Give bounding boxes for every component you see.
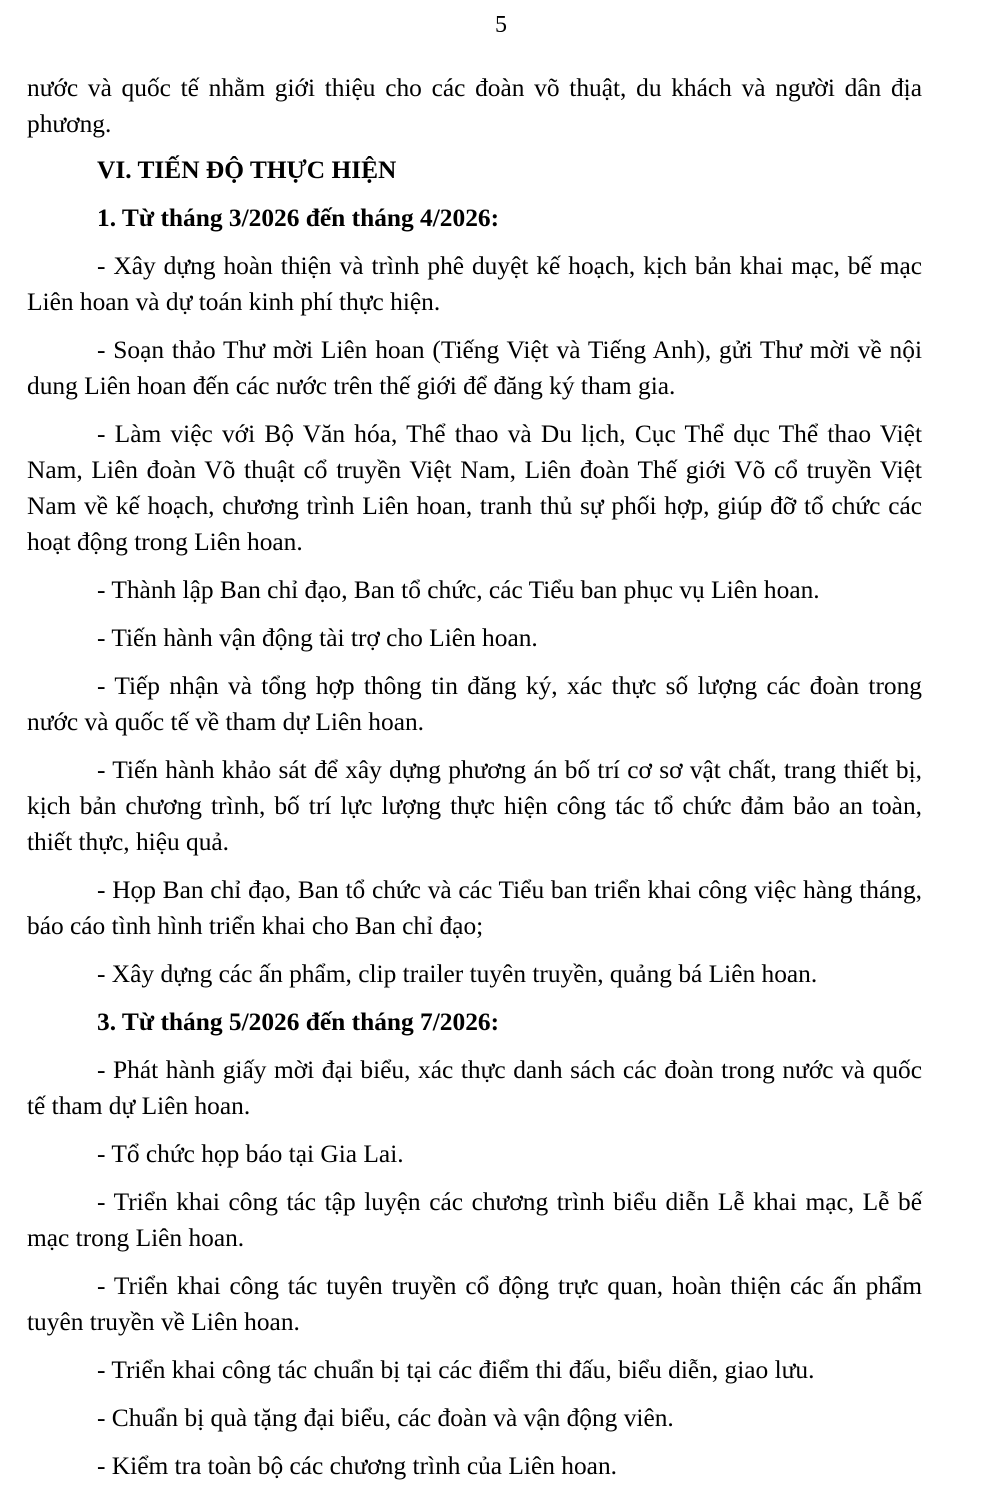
phase3-item-7: - Kiểm tra toàn bộ các chương trình của Liên hoan. — [97, 1452, 617, 1480]
phase1-item-4: - Thành lập Ban chỉ đạo, Ban tổ chức, các Tiểu ban phục vụ Liên hoan. — [97, 576, 820, 604]
phase1-item-3: - Làm việc với Bộ Văn hóa, Thể thao và Du lịch, Cục Thể dục Thể thao Việt Nam, Liên đoàn Võ thuật cổ truyền Việt Nam, Liên đoàn Thế giới Võ cổ truyền Việt Nam về kế hoạch, chương trình Liên hoan, tranh thủ sự phối hợp, giúp đỡ tổ chức các hoạt động trong Liên hoan. — [27, 420, 922, 556]
phase1-item-2: - Soạn thảo Thư mời Liên hoan (Tiếng Việt và Tiếng Anh), gửi Thư mời về nội dung Liên hoan đến các nước trên thế giới để đăng ký tham gia. — [27, 336, 922, 400]
phase3-item-3: - Triển khai công tác tập luyện các chương trình biểu diễn Lễ khai mạc, Lễ bế mạc trong Liên hoan. — [27, 1188, 922, 1252]
phase1-item-7: - Tiến hành khảo sát để xây dựng phương án bố trí cơ sơ vật chất, trang thiết bị, kịch bản chương trình, bố trí lực lượng thực hiện công tác tổ chức đảm bảo an toàn, thiết thực, hiệu quả. — [27, 756, 922, 856]
section-title: VI. TIẾN ĐỘ THỰC HIỆN — [97, 156, 397, 184]
phase1-item-1: - Xây dựng hoàn thiện và trình phê duyệt kế hoạch, kịch bản khai mạc, bế mạc Liên hoan và dự toán kinh phí thực hiện. — [27, 252, 922, 316]
document-body — [27, 70, 922, 1484]
phase1-heading: 1. Từ tháng 3/2026 đến tháng 4/2026: — [97, 204, 500, 232]
phase3-heading: 3. Từ tháng 5/2026 đến tháng 7/2026: — [97, 1008, 500, 1036]
phase3-item-5: - Triển khai công tác chuẩn bị tại các điểm thi đấu, biểu diễn, giao lưu. — [97, 1356, 815, 1384]
phase1-item-5: - Tiến hành vận động tài trợ cho Liên hoan. — [97, 624, 538, 652]
phase1-item-9: - Xây dựng các ấn phẩm, clip trailer tuyên truyền, quảng bá Liên hoan. — [97, 960, 818, 988]
intro-continuation-paragraph: nước và quốc tế nhằm giới thiệu cho các đoàn võ thuật, du khách và người dân địa phương. — [27, 74, 922, 138]
phase3-item-4: - Triển khai công tác tuyên truyền cổ động trực quan, hoàn thiện các ấn phẩm tuyên truyền về Liên hoan. — [27, 1272, 922, 1336]
phase3-item-1: - Phát hành giấy mời đại biểu, xác thực danh sách các đoàn trong nước và quốc tế tham dự Liên hoan. — [27, 1056, 922, 1120]
page-number: 5 — [495, 12, 507, 38]
phase1-item-8: - Họp Ban chỉ đạo, Ban tổ chức và các Tiểu ban triển khai công việc hàng tháng, báo cáo tình hình triển khai cho Ban chỉ đạo; — [27, 876, 922, 940]
phase3-item-6: - Chuẩn bị quà tặng đại biểu, các đoàn và vận động viên. — [97, 1404, 674, 1432]
phase1-item-6: - Tiếp nhận và tổng hợp thông tin đăng ký, xác thực số lượng các đoàn trong nước và quốc tế về tham dự Liên hoan. — [27, 672, 922, 736]
phase3-item-2: - Tổ chức họp báo tại Gia Lai. — [97, 1140, 404, 1168]
